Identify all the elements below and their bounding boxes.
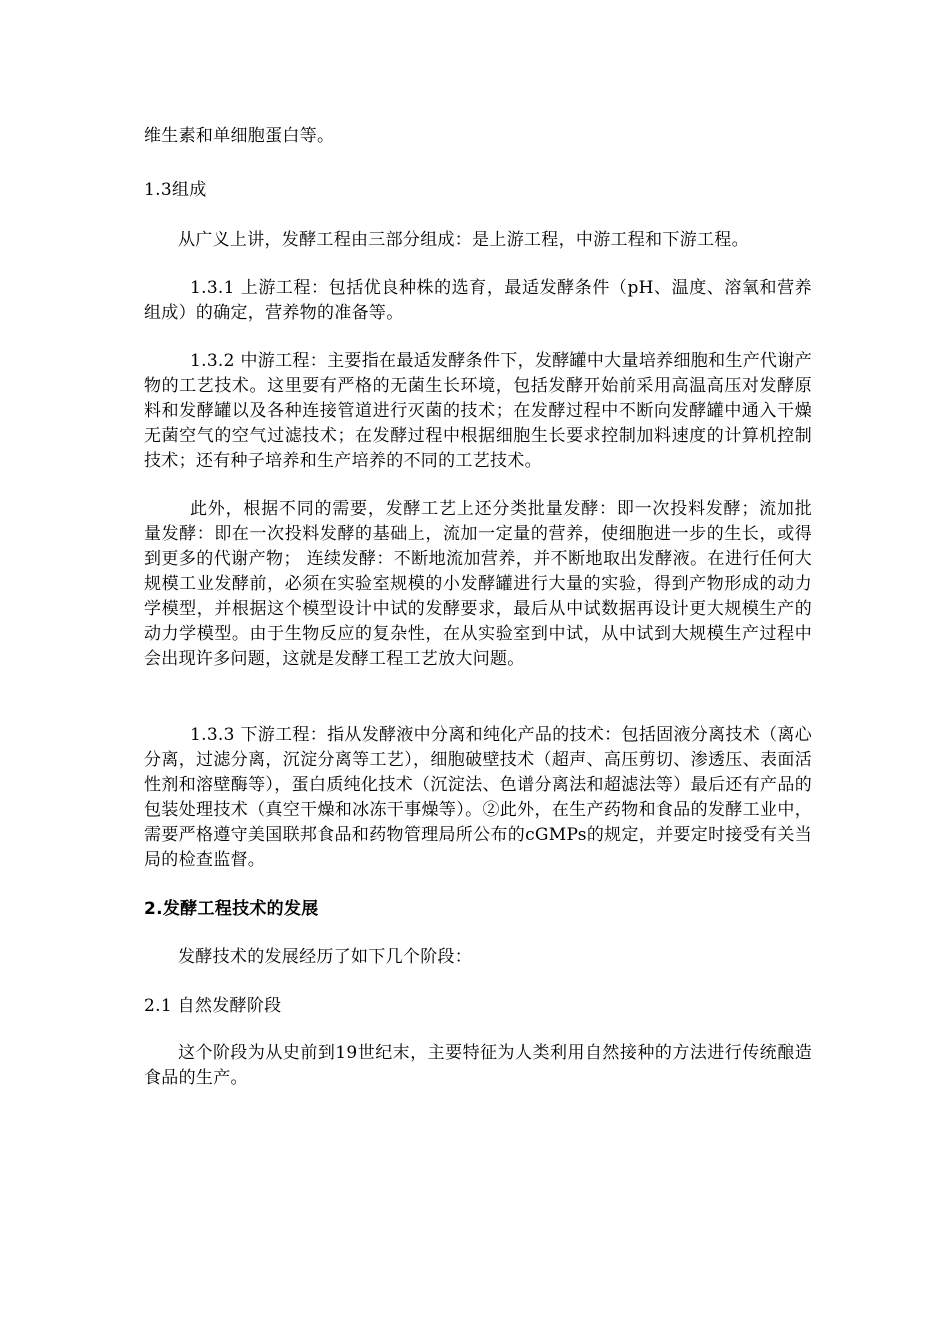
subsection-heading-2-1: 2.1 自然发酵阶段 — [144, 996, 282, 1016]
paragraph-batch-fermentation: 此外，根据不同的需要，发酵工艺上还分类批量发酵：即一次投料发酵；流加批量发酵：即在一次投料发酵的基础上，流加一定量的营养，使细胞进一步的生长，或得到更多的代谢产物； 连续发酵：不断地流加营养，并不断地取出发酵液。在进行任何大规模工业发酵前，必须在实验室规模的小发酵罐进行大量的实验，得到产物形成的动力学模型，并根据这个模型设计中试的发酵要求，最后从中试数据再设计更大规模生产的动力学模型。由于生物反应的复杂性，在从实验室到中试，从中试到大规模生产过程中会出现许多问题，这就是发酵工程工艺放大问题。 — [144, 499, 812, 669]
paragraph-natural-fermentation: 这个阶段为从史前到19世纪末，主要特征为人类利用自然接种的方法进行传统酿造食品的生产。 — [144, 1043, 812, 1088]
paragraph-continuation: 维生素和单细胞蛋白等。 — [144, 126, 335, 146]
paragraph-upstream: 1.3.1 上游工程：包括优良种株的选育，最适发酵条件（pH、温度、溶氧和营养组成）的确定，营养物的准备等。 — [144, 278, 812, 323]
subsection-heading-1-3: 1.3组成 — [144, 180, 207, 200]
section-heading-2: 2.发酵工程技术的发展 — [144, 899, 319, 919]
paragraph-midstream: 1.3.2 中游工程：主要指在最适发酵条件下，发酵罐中大量培养细胞和生产代谢产物的工艺技术。这里要有严格的无菌生长环境，包括发酵开始前采用高温高压对发酵原料和发酵罐以及各种连接管道进行灭菌的技术；在发酵过程中不断向发酵罐中通入干燥无菌空气的空气过滤技术；在发酵过程中根据细胞生长要求控制加料速度的计算机控制技术；还有种子培养和生产培养的不同的工艺技术。 — [144, 351, 812, 471]
paragraph-overview: 从广义上讲，发酵工程由三部分组成：是上游工程，中游工程和下游工程。 — [178, 230, 749, 250]
paragraph-stages-intro: 发酵技术的发展经历了如下几个阶段： — [178, 947, 473, 967]
paragraph-downstream: 1.3.3 下游工程：指从发酵液中分离和纯化产品的技术：包括固液分离技术（离心分离，过滤分离，沉淀分离等工艺），细胞破壁技术（超声、高压剪切、渗透压、表面活性剂和溶壁酶等），蛋白质纯化技术（沉淀法、色谱分离法和超滤法等）最后还有产品的包装处理技术（真空干燥和冰冻干事燥等）。②此外，在生产药物和食品的发酵工业中，需要严格遵守美国联邦食品和药物管理局所公布的cGMPs的规定，并要定时接受有关当局的检查监督。 — [144, 725, 812, 870]
